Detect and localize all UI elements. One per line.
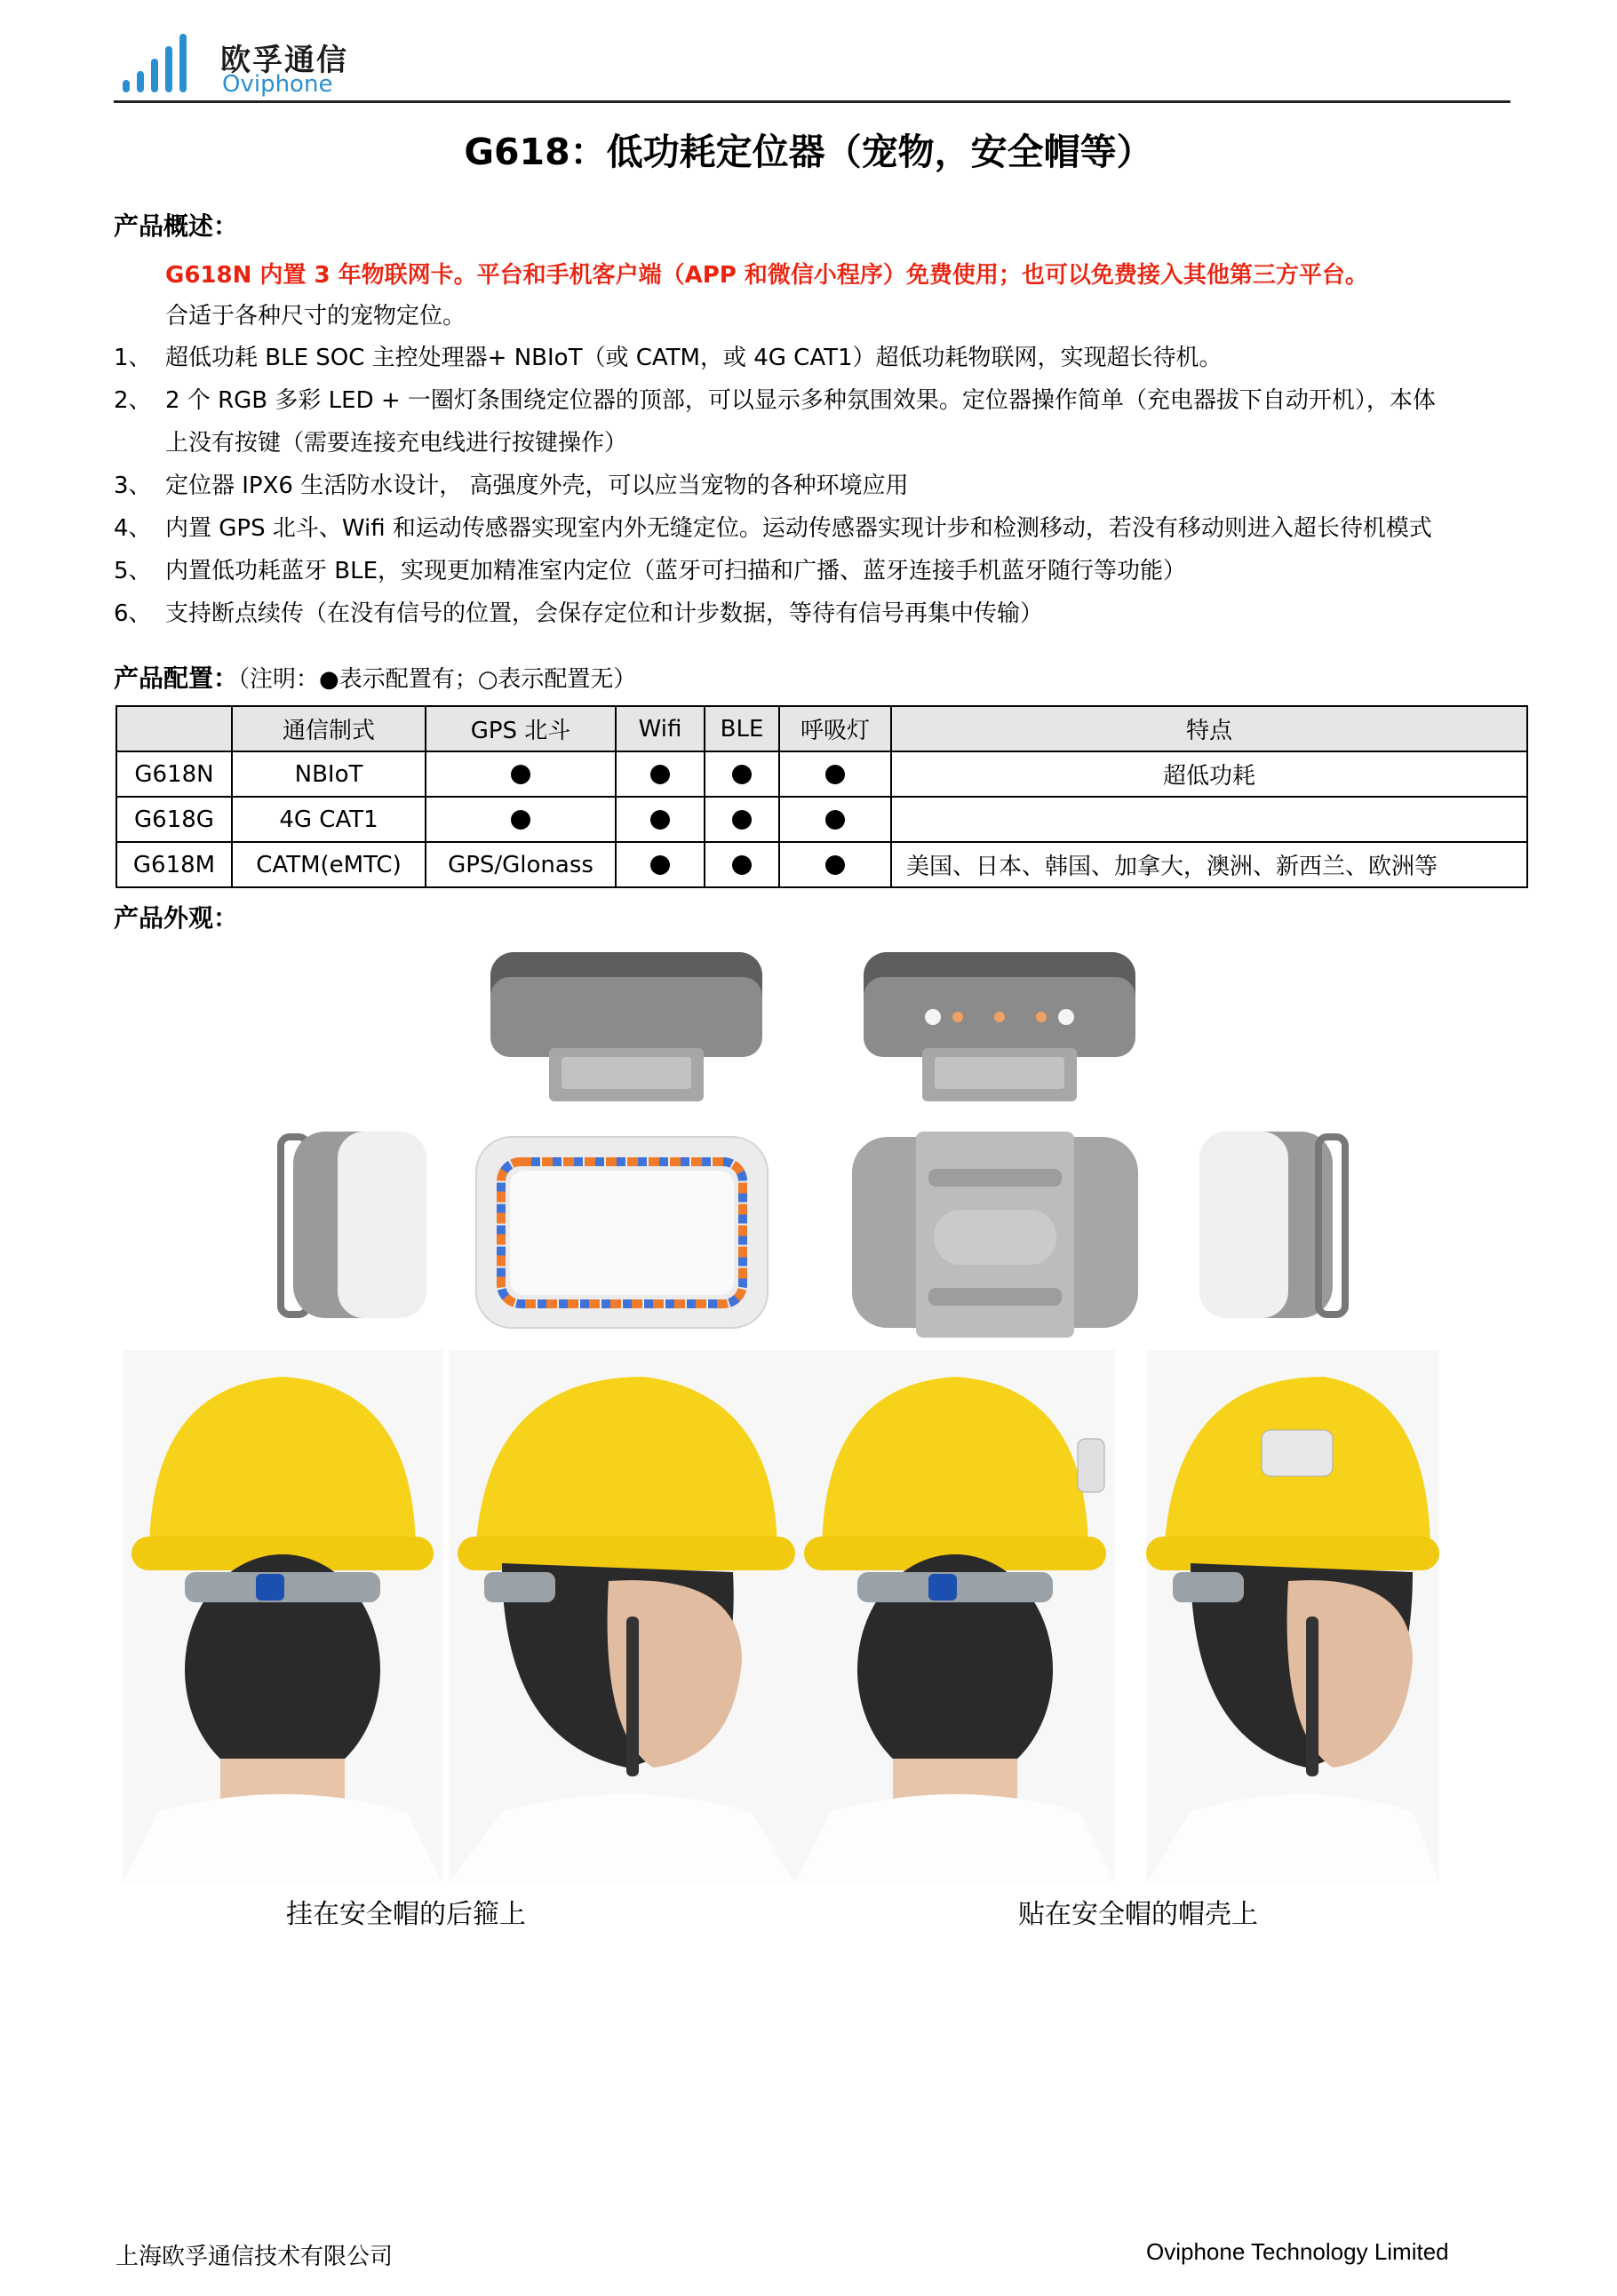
- device-back-clip-image: [848, 1128, 1142, 1341]
- table-row: [116, 751, 1527, 797]
- table-header-row: [116, 706, 1527, 751]
- column-header: 通信制式: [232, 706, 426, 751]
- filled-dot-icon: [825, 765, 845, 784]
- filled-dot-icon: [732, 765, 752, 784]
- helmet-back-band-photo-1: [123, 1350, 442, 1883]
- filled-dot-icon: [511, 810, 530, 830]
- helmet-shell-mount-photo-2: [1146, 1350, 1439, 1883]
- device-side-contacts-image: [853, 950, 1146, 1110]
- wifi-cell: [616, 842, 705, 887]
- logo-text-cn: 欧孚通信: [220, 43, 348, 78]
- feature-cell: [891, 797, 1527, 842]
- device-led-ring-image: [471, 1128, 773, 1341]
- page-title: G618：低功耗定位器（宠物，安全帽等）: [464, 131, 1153, 173]
- filled-dot-icon: [825, 855, 845, 875]
- feature-cell: 超低功耗: [891, 751, 1527, 797]
- filled-dot-icon: [732, 855, 752, 875]
- footer-company-en: Oviphone Technology Limited: [1146, 2238, 1449, 2265]
- column-header: 特点: [891, 706, 1527, 751]
- company-logo-icon: [117, 27, 188, 98]
- config-note: （注明：●表示配置有；○表示配置无）: [238, 666, 637, 693]
- gps-cell: [426, 797, 616, 842]
- feature-list: 1、 超低功耗 BLE SOC 主控处理器+ NBIoT（或 CATM，或 4G CAT1）超低功耗物联网，实现超长待机。 2、 2 个 RGB 多彩 LED + 一圈灯条围绕定位器的顶部，可以显示多种氛围效果。定位器操作简单（充电器拔下自动开机），本体 上没有按键（需要连接充电线进行按键操作） 3、 定位器 IPX6 生活防水设计， 高强度外壳，可以应当宠物的各种环境应用 4、 内置 GPS 北斗、Wifi 和运动传感器实现室内外无缝定位。运动传感器实现计步和检测移动，若没有移动则进入超长待机模式 5、 内置低功耗蓝牙 BLE，实现更加精准室内定位（蓝牙可扫描和广播、蓝牙连接手机蓝牙随行等功能） 6、 支持断点续传（在没有信号的位置，会保存定位和计步数据，等待有信号再集中传输）: [114, 345, 1436, 627]
- helmet-shell-mount-photo-1: [795, 1350, 1115, 1883]
- wifi-cell: [616, 751, 705, 797]
- column-header: [116, 706, 232, 751]
- header-divider: [114, 100, 1510, 103]
- appearance-heading: 产品外观：: [114, 903, 239, 933]
- network-cell: NBIoT: [232, 751, 426, 797]
- filled-dot-icon: [511, 765, 530, 784]
- config-heading: 产品配置：（注明：●表示配置有；○表示配置无）: [114, 663, 637, 693]
- filled-dot-icon: [732, 810, 752, 830]
- column-header: 呼吸灯: [779, 706, 891, 751]
- led-cell: [779, 842, 891, 887]
- helmet-back-band-photo-2: [449, 1350, 795, 1883]
- column-header: BLE: [705, 706, 779, 751]
- gps-cell: [426, 751, 616, 797]
- network-cell: CATM(eMTC): [232, 842, 426, 887]
- table-row: [116, 842, 1527, 887]
- ble-cell: [705, 751, 779, 797]
- column-header: GPS 北斗: [426, 706, 616, 751]
- logo-text-en: Oviphone: [222, 71, 333, 98]
- ble-cell: [705, 797, 779, 842]
- device-top-view-image: [480, 950, 773, 1110]
- model-cell: G618N: [116, 751, 232, 797]
- caption-shell-mount: 贴在安全帽的帽壳上: [1018, 1899, 1258, 1930]
- overview-heading: 产品概述：: [114, 211, 239, 241]
- wifi-cell: [616, 797, 705, 842]
- ble-cell: [705, 842, 779, 887]
- caption-back-band: 挂在安全帽的后箍上: [286, 1899, 526, 1930]
- filled-dot-icon: [650, 765, 670, 784]
- filled-dot-icon: [825, 810, 845, 830]
- model-cell: G618M: [116, 842, 232, 887]
- filled-dot-icon: [650, 855, 670, 875]
- config-table: [116, 705, 1528, 888]
- overview-highlight: G618N 内置 3 年物联网卡。平台和手机客户端（APP 和微信小程序）免费使用；也可以免费接入其他第三方平台。: [165, 262, 1368, 289]
- led-cell: [779, 751, 891, 797]
- footer-company-cn: 上海欧孚通信技术有限公司: [116, 2244, 394, 2270]
- led-cell: [779, 797, 891, 842]
- device-left-side-image: [275, 1128, 426, 1323]
- network-cell: 4G CAT1: [232, 797, 426, 842]
- filled-dot-icon: [650, 810, 670, 830]
- feature-cell: 美国、日本、韩国、加拿大，澳洲、新西兰、欧洲等: [891, 842, 1527, 887]
- device-right-side-image: [1199, 1128, 1350, 1323]
- model-cell: G618G: [116, 797, 232, 842]
- overview-intro: 合适于各种尺寸的宠物定位。: [165, 303, 466, 330]
- gps-cell: GPS/Glonass: [426, 842, 616, 887]
- column-header: Wifi: [616, 706, 705, 751]
- table-row: [116, 797, 1527, 842]
